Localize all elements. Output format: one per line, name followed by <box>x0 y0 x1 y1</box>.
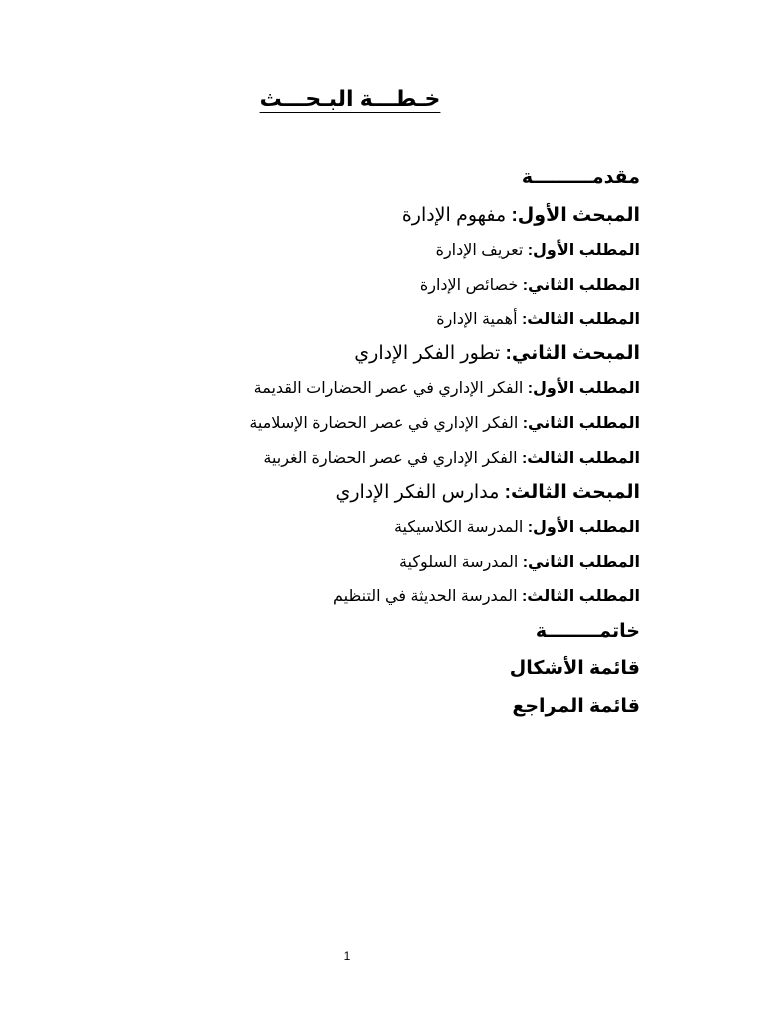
section-3-sub-3 <box>333 586 640 606</box>
section-2-label: المبحث الثاني: <box>505 343 640 364</box>
section-1-sub-3 <box>436 309 640 329</box>
sub-text: المدرسة الكلاسيكية <box>393 519 528 536</box>
sub-label: المطلب الأول: <box>527 519 640 536</box>
sub-label: المطلب الأول: <box>527 242 640 259</box>
section-1-heading <box>402 204 640 227</box>
sub-label: المطلب الثاني: <box>522 415 640 432</box>
sub-text: خصائص الإدارة <box>419 277 523 294</box>
sub-label: المطلب الأول: <box>527 380 640 397</box>
title-text: خـطـــة البـحـــث <box>259 86 441 111</box>
sub-label: المطلب الثالث: <box>521 588 640 605</box>
document-title <box>180 86 520 112</box>
sub-text: الفكر الإداري في عصر الحضارة الإسلامية <box>249 415 523 432</box>
references-heading: قائمة المراجع <box>512 696 640 717</box>
page-number: 1 <box>343 949 351 963</box>
section-3-heading <box>335 481 640 504</box>
section-3-text: مدارس الفكر الإداري <box>335 482 505 503</box>
section-2-text: تطور الفكر الإداري <box>354 343 506 364</box>
sub-text: تعريف الإدارة <box>435 242 528 259</box>
section-3-label: المبحث الثالث: <box>504 482 640 503</box>
introduction-heading: مقدمـــــــــة <box>521 167 640 188</box>
sub-label: المطلب الثالث: <box>521 450 640 467</box>
section-3-sub-1 <box>394 517 640 537</box>
sub-text: المدرسة السلوكية <box>398 554 523 571</box>
sub-label: المطلب الثاني: <box>522 554 640 571</box>
conclusion-heading: خاتمــــــــة <box>535 621 640 642</box>
section-2-sub-2 <box>249 413 640 433</box>
section-1-text: مفهوم الإدارة <box>401 205 512 226</box>
section-2-sub-3 <box>263 448 640 468</box>
sub-text: المدرسة الحديثة في التنظيم <box>333 588 522 605</box>
section-1-sub-2 <box>420 275 640 295</box>
sub-label: المطلب الثالث: <box>521 311 640 328</box>
section-1-sub-1 <box>436 240 640 260</box>
section-1-label: المبحث الأول: <box>511 205 640 226</box>
list-of-figures-heading: قائمة الأشكال <box>509 658 640 679</box>
section-3-sub-2 <box>399 552 640 572</box>
sub-label: المطلب الثاني: <box>522 277 640 294</box>
section-2-heading <box>354 342 640 365</box>
sub-text: الفكر الإداري في عصر الحضارات القديمة <box>253 380 528 397</box>
sub-text: الفكر الإداري في عصر الحضارة الغربية <box>263 450 522 467</box>
section-2-sub-1 <box>254 378 640 398</box>
sub-text: أهمية الإدارة <box>436 311 522 328</box>
